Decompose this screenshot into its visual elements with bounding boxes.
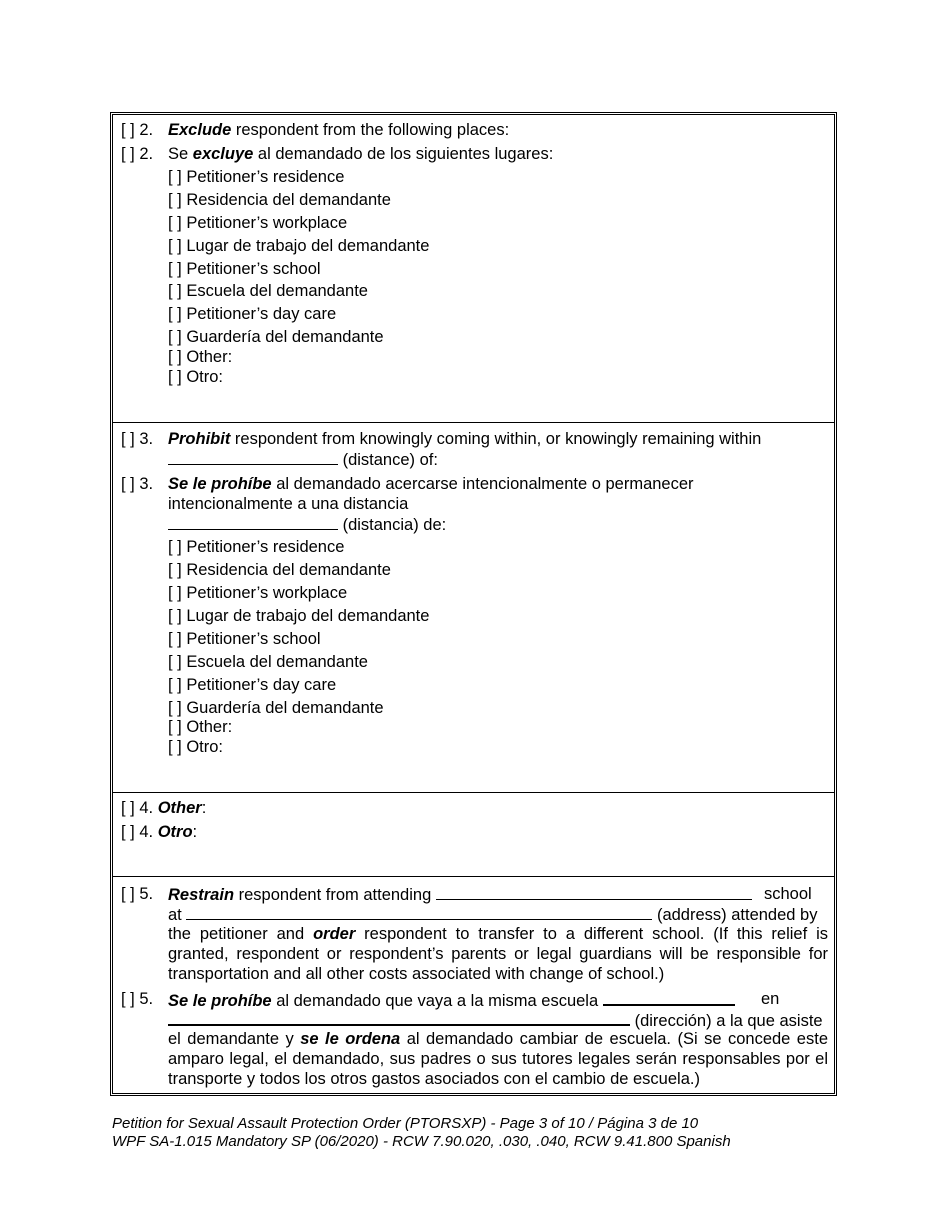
other-line-en[interactable] [121,798,206,818]
prohibe-text: al demandado acercarse intencionalmente o permanecer [271,475,694,493]
colon: : [192,823,198,841]
otro-bold: Otro [157,823,193,841]
other-bold: Other [157,799,202,817]
distance-field-en[interactable] [168,449,338,465]
school-label: school [764,885,812,903]
option-checkbox[interactable]: [ ] Otro: [168,368,224,386]
prohibit-heading-en [168,429,761,449]
excluye-bold: excluye [192,145,254,163]
option-checkbox[interactable]: [ ] Petitioner’s residence [168,538,345,556]
section-restrain [113,876,834,1096]
distance-line-es [168,514,446,535]
item-number-en: [ ] 4. [121,799,154,817]
option-checkbox[interactable]: [ ] Lugar de trabajo del demandante [168,607,430,625]
item-number-en[interactable]: [ ] 2. [121,121,154,139]
item-number-es: [ ] 4. [121,823,154,841]
exclude-heading-en [168,120,509,140]
footer-line-1: Petition for Sexual Assault Protection Order (PTORSXP) - Page 3 of 10 / Página 3 de 10 [112,1115,699,1132]
prohibe-bold: Se le prohíbe [168,992,272,1010]
form-frame [110,112,837,1096]
item-number-en[interactable]: [ ] 3. [121,430,154,448]
item-number-es[interactable]: [ ] 2. [121,145,154,163]
footer-line-2: WPF SA-1.015 Mandatory SP (06/2020) - RCW 7.90.020, .030, .040, RCW 9.41.800 Spanish [112,1133,731,1150]
colon: : [201,799,207,817]
prohibe-line1 [168,989,735,1011]
item-number-es[interactable]: [ ] 3. [121,475,154,493]
at-label: at [168,906,182,924]
option-checkbox[interactable]: [ ] Petitioner’s day care [168,676,337,694]
other-line-es[interactable] [121,822,197,842]
option-checkbox[interactable]: [ ] Guardería del demandante [168,699,384,717]
address-label-en: (address) attended by [652,906,818,924]
restrain-text: respondent from attending [234,886,432,904]
option-checkbox[interactable]: [ ] Petitioner’s school [168,630,321,648]
school-address-field-es[interactable] [168,1009,630,1026]
distance-label-en: (distance) of: [338,451,438,469]
exclude-text: respondent from the following places: [231,121,510,139]
distance-line-en [168,449,438,470]
excluye-pre: Se [168,145,193,163]
school-address-field-en[interactable] [186,904,652,920]
item-number-en[interactable]: [ ] 5. [121,885,154,903]
section-other [113,792,834,877]
distance-label-es: (distancia) de: [338,516,447,534]
item-number-es[interactable]: [ ] 5. [121,990,154,1008]
option-checkbox[interactable]: [ ] Petitioner’s day care [168,305,337,323]
section-prohibit [113,422,834,793]
address-label-es: (dirección) a la que asiste [630,1012,823,1030]
option-checkbox[interactable]: [ ] Other: [168,718,233,736]
en-label: en [761,990,780,1008]
option-checkbox[interactable]: [ ] Petitioner’s workplace [168,584,348,602]
prohibit-heading-es [168,474,694,494]
distance-field-es[interactable] [168,514,338,530]
option-checkbox[interactable]: [ ] Guardería del demandante [168,328,384,346]
restrain-line2 [168,904,817,925]
prohibit-text: respondent from knowingly coming within, or knowingly remaining within [230,430,762,448]
restrain-bold: Restrain [168,886,235,904]
section-exclude [113,115,834,423]
restrain-paragraph-en: the petitioner and order respondent to transfer to a different school. (If this relief is granted, respondent or respondent’s parents or legal guardians will be responsible for transportation and all other costs associated with change of school.) [168,925,828,983]
option-checkbox[interactable]: [ ] Other: [168,348,233,366]
excluye-text: al demandado de los siguientes lugares: [253,145,554,163]
order-bold: order [313,925,356,943]
prohibit-heading-es-line2: intencionalmente a una distancia [168,495,409,513]
option-checkbox[interactable]: [ ] Petitioner’s residence [168,168,345,186]
restrain-line1 [168,884,752,905]
se-le-ordena-bold: se le ordena [300,1030,401,1048]
option-checkbox[interactable]: [ ] Otro: [168,738,224,756]
school-name-field-en[interactable] [436,884,752,900]
option-checkbox[interactable]: [ ] Escuela del demandante [168,653,368,671]
option-checkbox[interactable]: [ ] Escuela del demandante [168,282,368,300]
prohibe-bold: Se le prohíbe [168,475,272,493]
option-checkbox[interactable]: [ ] Petitioner’s school [168,260,321,278]
option-checkbox[interactable]: [ ] Residencia del demandante [168,191,391,209]
prohibe-text: al demandado que vaya a la misma escuela [271,992,599,1010]
option-checkbox[interactable]: [ ] Residencia del demandante [168,561,391,579]
prohibe-paragraph-es: el demandante y se le ordena al demandado cambiar de escuela. (Si se concede este amparo legal, el demandado, sus padres o sus tutores legales serán responsables por el transporte y todos los otros gastos asociados con el cambio de escuela.) [168,1030,828,1088]
school-name-field-es[interactable] [603,989,735,1006]
exclude-bold: Exclude [168,121,232,139]
exclude-heading-es [168,144,553,164]
prohibe-line2 [168,1009,823,1031]
option-checkbox[interactable]: [ ] Petitioner’s workplace [168,214,348,232]
prohibit-bold: Prohibit [168,430,231,448]
option-checkbox[interactable]: [ ] Lugar de trabajo del demandante [168,237,430,255]
